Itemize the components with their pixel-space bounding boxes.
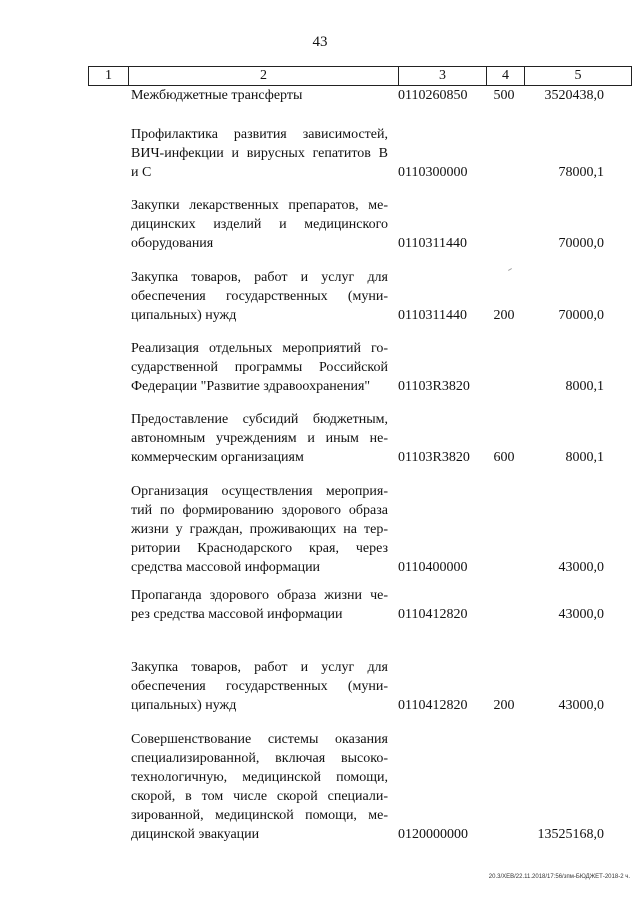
row-name <box>131 586 388 624</box>
row-code: 0110300000 <box>398 165 468 180</box>
row-name <box>131 125 388 182</box>
row-name-line: сударственной программы Российской <box>131 360 388 375</box>
row-name-line: обеспечения государственных (муни- <box>131 679 388 694</box>
row-name-line: зированной, медицинской помощи, ме- <box>131 808 388 823</box>
header-col-4: 4 <box>487 67 525 85</box>
row-sum: 8000,1 <box>565 450 604 465</box>
row-code: 0110400000 <box>398 560 468 575</box>
row-sum: 43000,0 <box>558 560 604 575</box>
row-name-line: Совершенствование системы оказания <box>131 732 388 747</box>
row-code: 01103R3820 <box>398 379 470 394</box>
row-name-line: Межбюджетные трансферты <box>131 88 303 103</box>
row-name-line: Закупки лекарственных препаратов, ме- <box>131 198 388 213</box>
row-name <box>131 410 388 467</box>
row-name-line: ципальных) нужд <box>131 698 237 713</box>
row-name-line: и С <box>131 165 152 180</box>
row-name-line: скорой, в том числе скорой специали- <box>131 789 388 804</box>
row-name-line: обеспечения государственных (муни- <box>131 289 388 304</box>
row-sum: 43000,0 <box>558 607 604 622</box>
row-name-line: ципальных) нужд <box>131 308 237 323</box>
row-sum: 43000,0 <box>558 698 604 713</box>
row-name-line: дицинских изделий и медицинского <box>131 217 388 232</box>
row-expense-type: 500 <box>493 88 515 103</box>
row-name-line: жизни у граждан, проживающих на тер- <box>131 522 388 537</box>
row-name-line: коммерческим организациям <box>131 450 304 465</box>
row-name-line: Предоставление субсидий бюджетным, <box>131 412 388 427</box>
row-name-line: Профилактика развития зависимостей, <box>131 127 388 142</box>
scan-mark <box>508 268 512 271</box>
row-code: 0110311440 <box>398 308 467 323</box>
row-sum: 78000,1 <box>558 165 604 180</box>
row-sum: 70000,0 <box>558 308 604 323</box>
row-name-line: технологичную, медицинской помощи, <box>131 770 388 785</box>
row-expense-type: 200 <box>493 698 515 713</box>
row-name-line: рез средства массовой информации <box>131 607 343 622</box>
row-name-line: средства массовой информации <box>131 560 321 575</box>
row-name-line: Закупка товаров, работ и услуг для <box>131 660 388 675</box>
row-name <box>131 196 388 253</box>
row-name-line: ритории Краснодарского края, через <box>131 541 388 556</box>
row-name-line: тий по формированию здорового образа <box>131 503 388 518</box>
table-header <box>88 66 632 86</box>
header-col-3: 3 <box>399 67 487 85</box>
header-col-5: 5 <box>574 68 582 83</box>
page-number: 43 <box>312 34 328 50</box>
row-code: 01103R3820 <box>398 450 470 465</box>
row-sum: 3520438,0 <box>544 88 604 103</box>
row-sum: 70000,0 <box>558 236 604 251</box>
row-code: 0110311440 <box>398 236 467 251</box>
row-name-line: специализированной, включая высоко- <box>131 751 388 766</box>
row-name <box>131 339 388 396</box>
row-name-line: Пропаганда здорового образа жизни че- <box>131 588 388 603</box>
row-name-line: Федерации "Развитие здравоохранения" <box>131 379 371 394</box>
row-name <box>131 268 388 325</box>
row-name-line: ВИЧ-инфекции и вирусных гепатитов В <box>131 146 388 161</box>
row-sum: 13525168,0 <box>537 827 604 842</box>
row-expense-type: 600 <box>493 450 515 465</box>
header-col-1: 1 <box>89 67 129 85</box>
row-name <box>131 86 388 105</box>
row-name <box>131 730 388 844</box>
row-name-line: оборудования <box>131 236 214 251</box>
row-name-line: Реализация отдельных мероприятий го- <box>131 341 388 356</box>
row-name <box>131 658 388 715</box>
row-sum: 8000,1 <box>565 379 604 394</box>
row-code: 0110260850 <box>398 88 468 103</box>
row-code: 0110412820 <box>398 607 468 622</box>
row-name-line: дицинской эвакуации <box>131 827 260 842</box>
row-name <box>131 482 388 577</box>
header-col-2: 2 <box>129 67 399 85</box>
row-name-line: Закупка товаров, работ и услуг для <box>131 270 388 285</box>
row-code: 0110412820 <box>398 698 468 713</box>
row-name-line: автономным учреждениям и иным не- <box>131 431 388 446</box>
footer-stamp: 20.3/ХЕВ/22.11.2018/17:56/зпм-БЮДЖЕТ-2018-2 ч. <box>488 874 630 880</box>
row-name-line: Организация осуществления мероприя- <box>131 484 388 499</box>
row-expense-type: 200 <box>493 308 515 323</box>
row-code: 0120000000 <box>398 827 468 842</box>
